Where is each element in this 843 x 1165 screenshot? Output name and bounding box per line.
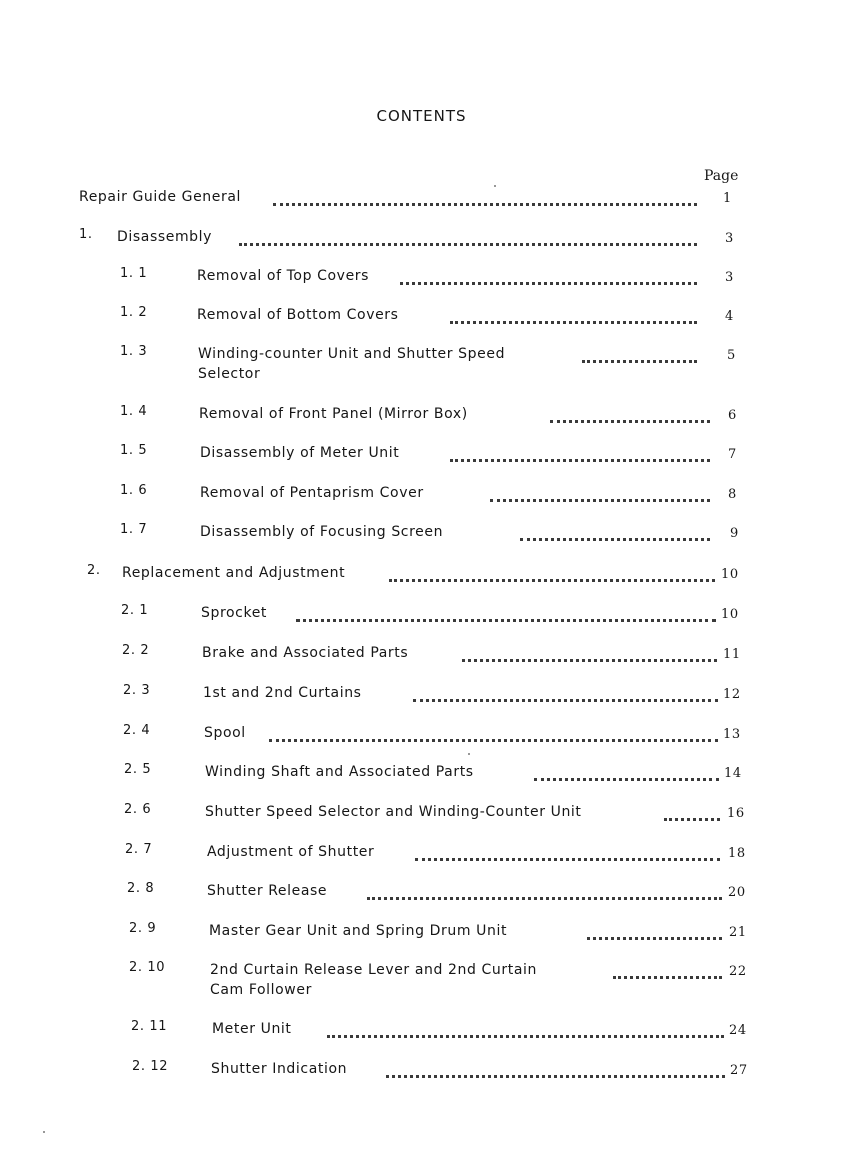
toc-entry-label: Master Gear Unit and Spring Drum Unit <box>209 921 513 941</box>
toc-entry-number: 2. <box>87 563 101 578</box>
toc-entry-label: Shutter Release <box>207 881 333 901</box>
toc-entry-number: 2. 8 <box>127 881 155 896</box>
dot-leader <box>664 806 720 821</box>
scan-speck <box>468 753 470 755</box>
toc-entry-number: 1. 5 <box>120 443 148 458</box>
toc-entry-page: 3 <box>725 270 734 285</box>
toc-entry-label: Removal of Top Covers <box>197 266 375 286</box>
toc-entry-label: Disassembly <box>117 227 218 247</box>
toc-entry-page: 16 <box>727 806 745 821</box>
dot-leader <box>367 885 722 900</box>
toc-entry-page: 8 <box>728 487 737 502</box>
toc-entry-page: 1 <box>723 191 732 206</box>
toc-entry-label: Meter Unit <box>212 1019 298 1039</box>
toc-entry-label: Brake and Associated Parts <box>202 643 414 663</box>
toc-entry[interactable] <box>122 643 747 663</box>
dot-leader <box>462 647 717 662</box>
scan-speck <box>494 185 496 187</box>
toc-entry-page: 5 <box>727 348 736 363</box>
toc-entry[interactable] <box>132 1059 747 1079</box>
dot-leader <box>327 1023 724 1038</box>
toc-entry[interactable] <box>127 881 747 901</box>
dot-leader <box>520 526 710 541</box>
toc-entry-page: 12 <box>723 687 741 702</box>
toc-entry-label: Shutter Speed Selector and Winding-Counter Unit <box>205 802 588 822</box>
toc-entry-label: Removal of Bottom Covers <box>197 305 405 325</box>
dot-leader <box>613 964 722 979</box>
toc-entry-page: 18 <box>728 846 746 861</box>
toc-entry[interactable] <box>120 305 747 325</box>
toc-entry-label-line1: Winding-counter Unit and Shutter Speed <box>198 346 506 362</box>
dot-leader <box>450 447 710 462</box>
toc-entry-label: Repair Guide General <box>79 187 247 207</box>
toc-entry-number: 1. 1 <box>120 266 148 281</box>
toc-entry-page: 13 <box>723 727 741 742</box>
toc-entry-number: 2. 2 <box>122 643 150 658</box>
toc-entry-label-line2: Cam Follower <box>210 982 312 998</box>
dot-leader <box>296 607 716 622</box>
toc-entry-number: 2. 12 <box>132 1059 169 1074</box>
toc-entry-number: 2. 1 <box>121 603 149 618</box>
toc-entry[interactable] <box>120 404 747 424</box>
dot-leader <box>413 687 718 702</box>
toc-entry-number: 1. 4 <box>120 404 148 419</box>
toc-entry[interactable] <box>129 960 747 1002</box>
page-column-header: Page <box>704 168 739 184</box>
toc-entry[interactable] <box>120 344 747 386</box>
toc-entry[interactable] <box>131 1019 747 1039</box>
toc-entry-page: 14 <box>724 766 742 781</box>
toc-entry-page: 20 <box>728 885 746 900</box>
toc-entry-number: 1. 3 <box>120 344 148 359</box>
toc-entry[interactable] <box>79 227 747 247</box>
dot-leader <box>534 766 719 781</box>
toc-entry-label <box>198 344 511 384</box>
dot-leader <box>269 727 718 742</box>
toc-entry-label <box>210 960 543 1000</box>
toc-entry-label: Shutter Indication <box>211 1059 353 1079</box>
dot-leader <box>239 231 697 246</box>
dot-leader <box>389 567 715 582</box>
toc-entry-page: 3 <box>725 231 734 246</box>
toc-entry-page: 22 <box>729 964 747 979</box>
toc-entry-number: 2. 4 <box>123 723 151 738</box>
dot-leader <box>587 925 722 940</box>
toc-entry-page: 11 <box>723 647 741 662</box>
toc-entry[interactable] <box>120 483 747 503</box>
toc-entry[interactable] <box>79 187 747 207</box>
toc-entry[interactable] <box>121 603 747 623</box>
toc-entry-page: 10 <box>721 567 739 582</box>
toc-entry[interactable] <box>123 683 747 703</box>
toc-entry-page: 24 <box>729 1023 747 1038</box>
toc-entry-label: Removal of Front Panel (Mirror Box) <box>199 404 474 424</box>
toc-entry-number: 1. 6 <box>120 483 148 498</box>
toc-entry-number: 2. 10 <box>129 960 166 975</box>
toc-entry[interactable] <box>124 762 747 782</box>
toc-entry-page: 4 <box>725 309 734 324</box>
toc-entry-page: 21 <box>729 925 747 940</box>
toc-entry[interactable] <box>125 842 747 862</box>
toc-entry[interactable] <box>124 802 747 822</box>
toc-entry-number: 2. 3 <box>123 683 151 698</box>
toc-entry-number: 1. 2 <box>120 305 148 320</box>
dot-leader <box>386 1063 725 1078</box>
toc-entry[interactable] <box>120 266 747 286</box>
toc-entry-number: 1. 7 <box>120 522 148 537</box>
page-title: CONTENTS <box>376 107 467 125</box>
toc-entry-label-line2: Selector <box>198 366 261 382</box>
toc-entry-label: Winding Shaft and Associated Parts <box>205 762 480 782</box>
dot-leader <box>400 270 697 285</box>
toc-entry-label-line1: 2nd Curtain Release Lever and 2nd Curtain <box>210 962 537 978</box>
dot-leader <box>490 487 710 502</box>
toc-entry-label: Disassembly of Meter Unit <box>200 443 405 463</box>
toc-entry-label: Replacement and Adjustment <box>122 563 351 583</box>
toc-entry-label: Removal of Pentaprism Cover <box>200 483 430 503</box>
toc-entry-label: Disassembly of Focusing Screen <box>200 522 449 542</box>
dot-leader <box>450 309 697 324</box>
toc-entry-label: Sprocket <box>201 603 273 623</box>
dot-leader <box>582 348 697 363</box>
toc-entry-page: 6 <box>728 408 737 423</box>
dot-leader <box>415 846 720 861</box>
toc-entry[interactable] <box>87 563 747 583</box>
toc-entry[interactable] <box>123 723 747 743</box>
toc-entry-number: 1. <box>79 227 93 242</box>
toc-entry[interactable] <box>120 443 747 463</box>
toc-entry-label: Adjustment of Shutter <box>207 842 380 862</box>
toc-entry-number: 2. 5 <box>124 762 152 777</box>
toc-entry-number: 2. 7 <box>125 842 153 857</box>
dot-leader <box>550 408 710 423</box>
toc-entry-label: Spool <box>204 723 252 743</box>
scan-speck <box>43 1131 45 1133</box>
toc-entry-page: 10 <box>721 607 739 622</box>
toc-entry-label: 1st and 2nd Curtains <box>203 683 368 703</box>
toc-entry-page: 9 <box>730 526 739 541</box>
toc-entry-number: 2. 6 <box>124 802 152 817</box>
toc-entry-number: 2. 9 <box>129 921 157 936</box>
toc-entry[interactable] <box>120 522 747 542</box>
dot-leader <box>273 191 697 206</box>
toc-entry-number: 2. 11 <box>131 1019 168 1034</box>
toc-entry[interactable] <box>129 921 747 941</box>
toc-entry-page: 27 <box>730 1063 748 1078</box>
toc-entry-page: 7 <box>728 447 737 462</box>
